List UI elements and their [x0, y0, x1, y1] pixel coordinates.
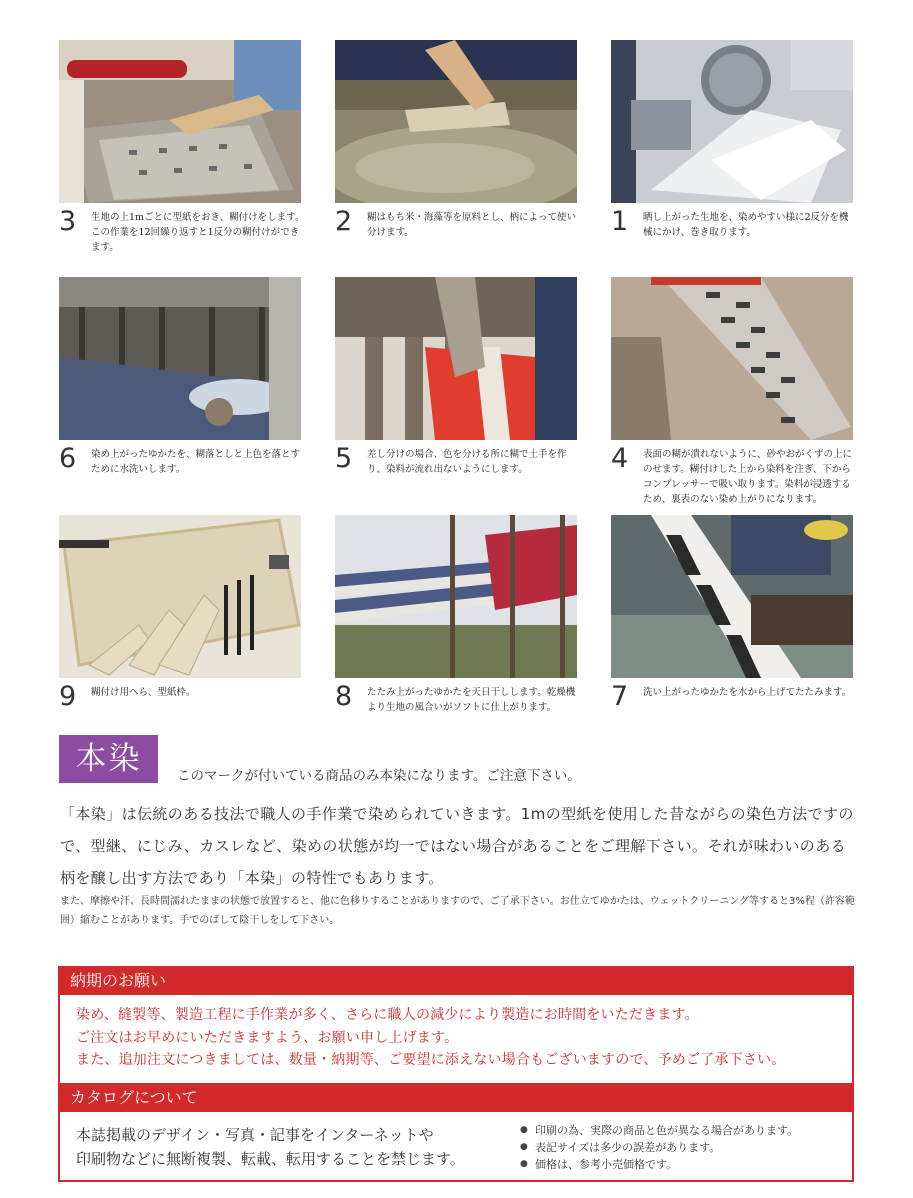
step-caption: 晒し上がった生地を、染めやすい様に2反分を機械にかけ、巻き取ります。 — [643, 212, 849, 238]
step-photo — [335, 40, 577, 203]
step-caption: 生地の上1mごとに型紙をおき、糊付けをします。この作業を12回繰り返すと1反分の糊付けができます。 — [91, 212, 305, 253]
catalog-title: カタログについて — [58, 1083, 854, 1112]
step-number: 4 — [611, 443, 629, 474]
delivery-line: ご注文はお早めにいただきますよう、お願い申し上げます。 — [76, 1029, 459, 1046]
step-number: 9 — [59, 681, 77, 712]
step-photo — [59, 515, 301, 678]
step-number: 7 — [611, 681, 629, 712]
step-photo — [59, 40, 301, 203]
catalog-copyright — [76, 1123, 486, 1171]
honzome-intro: 「本染」は伝統のある技法で職人の手作業で染められていきます。1mの型紙を使用した昔ながらの染色方法ですので、型継、にじみ、カスレなど、染めの状態が均一ではない場合があることをご理解下さい。それが味わいのある柄を醸し出す方法であり「本染」の特性でもあります。 — [60, 805, 854, 887]
catalog-bullets — [520, 1122, 850, 1173]
catalog-line: 本誌掲載のデザイン・写真・記事をインターネットや — [76, 1126, 434, 1144]
step-photo — [611, 277, 853, 440]
list-item: ● 価格は、参考小売価格です。 — [520, 1156, 850, 1173]
step-number: 6 — [59, 443, 77, 474]
step-caption: 洗い上がったゆかたを水から上げてたたみます。 — [643, 687, 852, 698]
step-photo — [335, 515, 577, 678]
delivery-line: 染め、縫製等、製造工程に手作業が多く、さらに職人の減少により製造にお時間をいただきます。 — [76, 1007, 699, 1023]
step-number: 5 — [335, 443, 353, 474]
step-caption: 糊はもち米・海藻等を原料とし、柄によって使い分けます。 — [367, 212, 577, 238]
care-note: また、摩擦や汗、長時間濡れたままの状態で放置すると、他に色移りすることがありますので、ご了承下さい。お仕立てゆかたは、ウェットクリーニング等すると3%程（許容範囲）縮むことがあります。手でのばして陰干しをして下さい。 — [60, 896, 855, 926]
step-caption: 差し分けの場合、色を分ける所に糊で土手を作り、染料が流れ出ないようにします。 — [367, 449, 567, 475]
step-photo — [59, 277, 301, 440]
honzome-badge: 本染 — [59, 735, 158, 783]
honzome-mark-note: このマークが付いている商品のみ本染になります。ご注意下さい。 — [177, 768, 581, 784]
step-number: 2 — [335, 206, 353, 237]
step-caption: 表面の糊が潰れないように、砂やおがくずの上にのせます。糊付けした上から染料を注ぎ、下からコンプレッサーで吸い取ります。染料が浸透するため、裏表のない染め上がりになります。 — [643, 449, 853, 505]
step-number: 3 — [59, 206, 77, 237]
step-caption: たたみ上がったゆかたを天日干しします。乾燥機より生地の風合いがソフトに仕上がります。 — [367, 687, 576, 713]
step-number: 1 — [611, 206, 629, 237]
list-item: ● 印刷の為、実際の商品と色が異なる場合があります。 — [520, 1122, 850, 1139]
step-photo — [335, 277, 577, 440]
step-caption: 染め上がったゆかたを、糊落としと上色を落とすために水洗いします。 — [91, 449, 301, 475]
list-item: ● 表記サイズは多少の誤差があります。 — [520, 1139, 850, 1156]
delivery-text — [76, 1004, 846, 1072]
catalog-line: 印刷物などに無断複製、転載、転用することを禁じます。 — [76, 1150, 465, 1168]
step-number: 8 — [335, 681, 353, 712]
delivery-line: また、追加注文につきましては、数量・納期等、ご要望に添えない場合もございますので、予めご了承下さい。 — [76, 1052, 786, 1068]
delivery-title: 納期のお願い — [58, 966, 854, 995]
step-photo — [611, 40, 853, 203]
step-photo — [611, 515, 853, 678]
step-caption: 糊付け用へら、型紙枠。 — [91, 687, 196, 698]
